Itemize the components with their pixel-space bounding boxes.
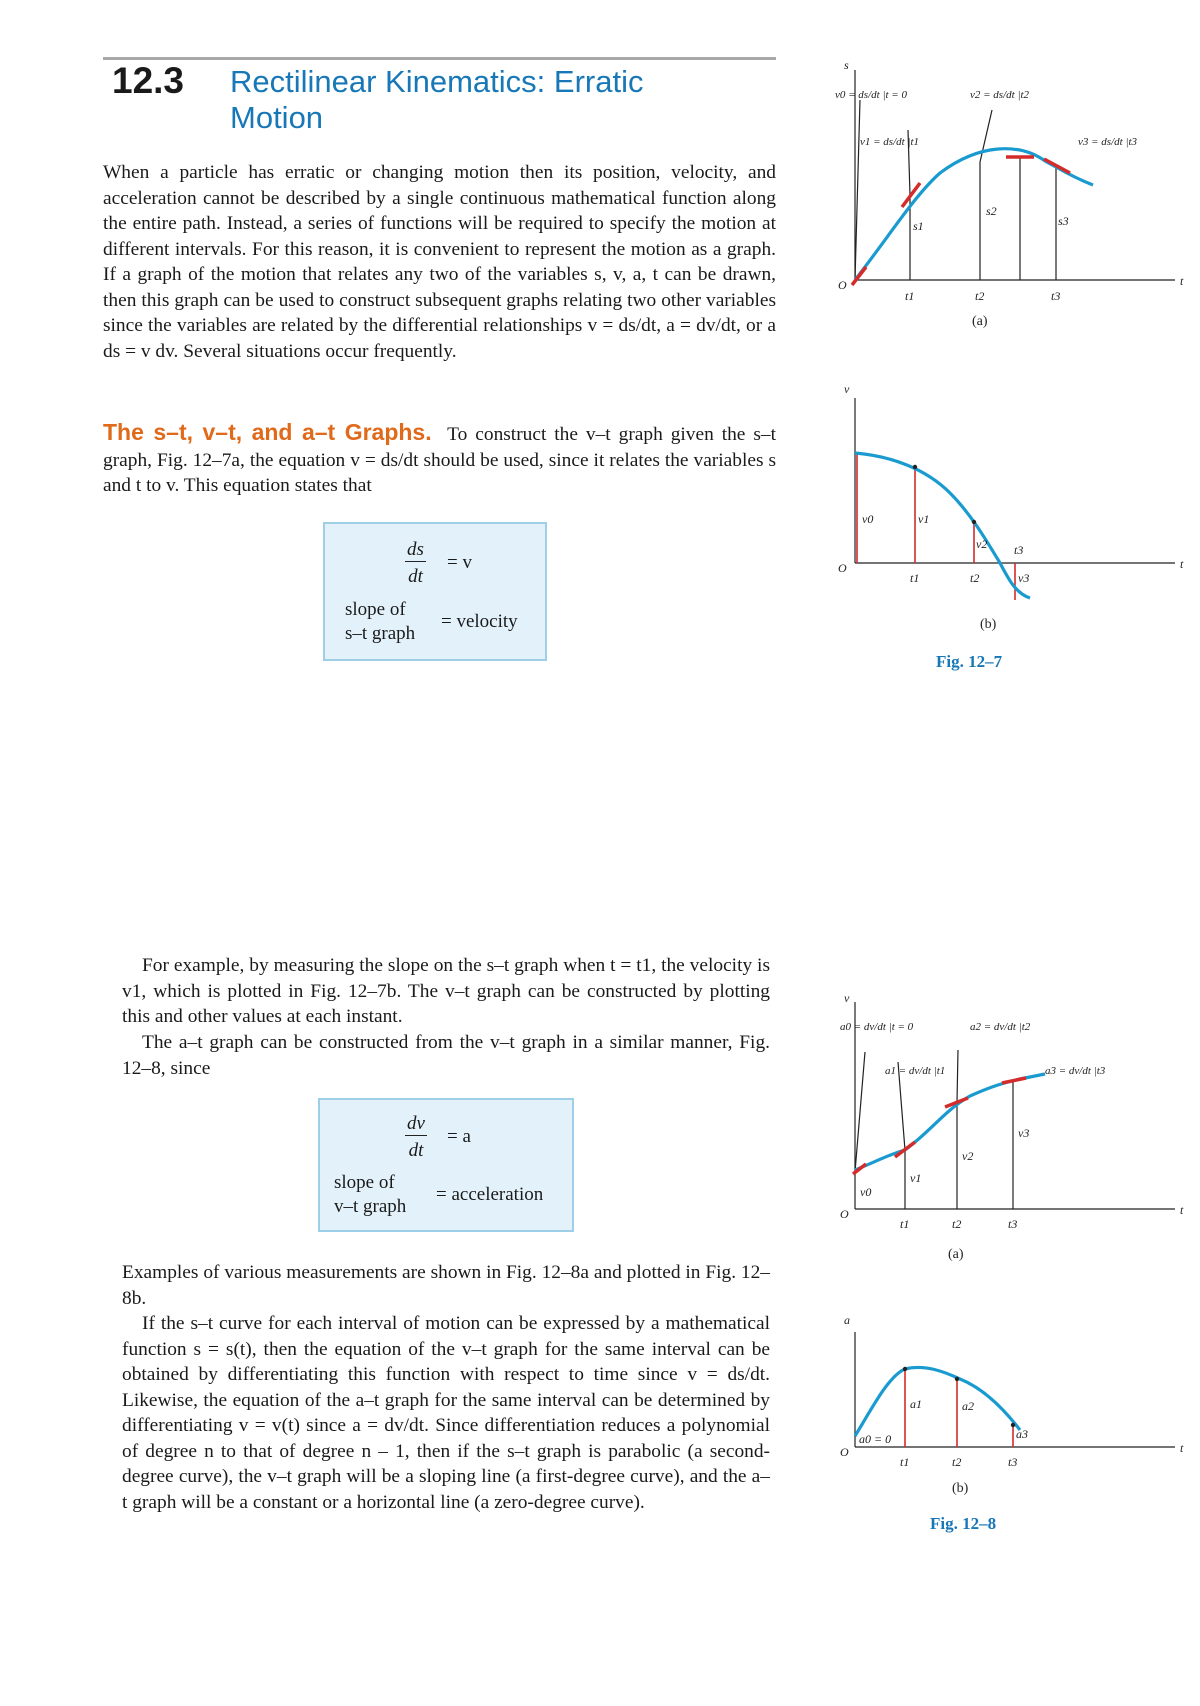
eq1-label-line2: s–t graph [345,623,416,644]
eq2-label-line1: slope of [334,1172,395,1193]
eq1-numerator: ds [407,539,424,560]
figure-12-7a-st-graph [830,55,1200,330]
label-a2-slope: a2 = dv/dt |t2 [970,1021,1031,1033]
panel-label-a: (a) [948,1247,964,1262]
figure-12-8a-vt-graph [830,992,1200,1267]
label-v0: v0 [862,512,874,526]
eq1-label-line1: slope of [345,599,406,620]
panel-label-b: (b) [952,1481,969,1496]
label-a0-slope: a0 = dv/dt |t = 0 [840,1021,914,1033]
label-s2: s2 [986,204,997,218]
eq1-label-rhs: = velocity [441,611,518,632]
eq2-label-rhs: = acceleration [436,1184,544,1205]
axis-label-t: t [1180,1203,1184,1217]
section-rule [103,57,776,60]
equation-box-acceleration [318,1098,574,1232]
eq2-denominator: dt [408,1140,424,1161]
eq2-rhs: = a [447,1126,471,1147]
label-t1: t1 [900,1455,910,1469]
label-v3: v3 [1018,1126,1030,1140]
st-heading: The s–t, v–t, and a–t Graphs. [103,419,432,445]
label-a1: a1 [910,1397,922,1411]
origin-label: O [840,1207,849,1221]
label-t2: t2 [975,289,985,303]
label-a2: a2 [962,1399,974,1413]
label-a0: a0 = 0 [859,1432,892,1446]
label-a3-slope: a3 = dv/dt |t3 [1045,1065,1106,1077]
origin-label: O [840,1445,849,1459]
axis-label-t: t [1180,274,1184,288]
label-v0: v0 [860,1185,872,1199]
axis-label-a: a [844,1313,850,1327]
label-v1: v1 [910,1171,922,1185]
label-s1: s1 [913,219,924,233]
label-t3: t3 [1014,543,1024,557]
label-v2: v2 [962,1149,974,1163]
label-a1-slope: a1 = dv/dt |t1 [885,1065,946,1077]
eq2-fraction [405,1113,427,1162]
panel-label-b: (b) [980,617,997,632]
example-paragraph: For example, by measuring the slope on the s–t graph when t = t1, the velocity is v1, which is plotted in Fig. 12–7b. The v–t graph can be constructed by plotting this and other values at each instant. [122,955,770,1027]
v-t-curve-8a [855,1074,1045,1170]
tangent-t3 [1044,159,1070,173]
label-v3: v3 [1018,571,1030,585]
label-t1: t1 [910,571,920,585]
intro-paragraph: When a particle has erratic or changing motion then its position, velocity, and acceleration cannot be described by a single continuous mathematical function along the entire path. Instead, a series of functions will be required to specify the motion at different intervals. For this reason, it is convenient to represent the motion as a graph. If a graph of the motion that relates any two of the variables s, v, a, t can be drawn, then this graph can be used to construct subsequent graphs relating two other variables since the variables are related by the differential relationships v = ds/dt, a = dv/dt, or a ds = v dv. Several situations occur frequently. [103,162,776,362]
axis-label-t: t [1180,557,1184,571]
label-v2-slope: v2 = ds/dt |t2 [970,89,1030,101]
tangent-t0 [852,267,866,285]
eq2-numerator: dv [407,1113,425,1134]
label-s3: s3 [1058,214,1069,228]
eq1-denominator: dt [408,566,423,587]
at-graph-paragraph: The a–t graph can be constructed from the v–t graph in a similar manner, Fig. 12–8, since [122,1032,770,1079]
label-v1-slope: v1 = ds/dt |t1 [860,136,920,148]
eq1-fraction [405,539,426,588]
label-t1: t1 [905,289,915,303]
label-v0-slope: v0 = ds/dt |t = 0 [835,89,907,101]
origin-label: O [838,278,847,292]
axis-label-v: v [844,382,850,396]
polynomial-paragraph: If the s–t curve for each interval of motion can be expressed by a mathematical function s = s(t), then the equation of the v–t graph for the same interval can be obtained by differentiating this function with respect to time since v = ds/dt. Likewise, the equation of the a–t graph for the same interval can be determined by differentiating v = v(t) since a = dv/dt. Since differentiation reduces a polynomial of degree n to that of degree n – 1, then if the s–t graph is parabolic (a second-degree curve), the v–t graph will be a sloping line (a first-degree curve), and the a–t graph will be a constant or a horizontal line (a zero-degree curve). [122,1313,770,1513]
section-number: 12.3 [112,60,185,101]
label-t1: t1 [900,1217,910,1231]
label-v3-slope: v3 = ds/dt |t3 [1078,136,1138,148]
label-t3: t3 [1008,1455,1018,1469]
equation-box-velocity [323,522,547,661]
figure-12-7b-vt-graph [830,378,1200,633]
axis-label-v: v [844,992,850,1005]
panel-label-a: (a) [972,314,988,329]
eq1-rhs: = v [447,552,472,573]
figure-caption-12-7: Fig. 12–7 [936,652,1003,671]
axis-label-t: t [1180,1441,1184,1455]
axis-label-s: s [844,58,849,72]
label-v1: v1 [918,512,930,526]
label-t3: t3 [1051,289,1061,303]
label-t3: t3 [1008,1217,1018,1231]
figure-12-8b-at-graph [830,1312,1200,1527]
origin-label: O [838,561,847,575]
eq2-label-line2: v–t graph [334,1196,407,1217]
label-a3: a3 [1016,1427,1028,1441]
v-t-curve [855,453,1030,598]
label-t2: t2 [952,1455,962,1469]
section-title: Rectilinear Kinematics: Erratic Motion [230,64,644,135]
st-body: To construct the v–t graph given the s–t graph, Fig. 12–7a, the equation v = ds/dt should be used, since it relates the variables s and t to v. This equation states that [103,424,776,496]
st-paragraph [103,420,776,499]
examples-paragraph: Examples of various measurements are shown in Fig. 12–8a and plotted in Fig. 12–8b. [122,1262,770,1309]
a-t-curve [855,1367,1020,1436]
label-t2: t2 [952,1217,962,1231]
label-v2: v2 [976,537,988,551]
label-t2: t2 [970,571,980,585]
tangent-a3 [1002,1078,1026,1083]
figure-caption-12-8: Fig. 12–8 [930,1514,997,1533]
